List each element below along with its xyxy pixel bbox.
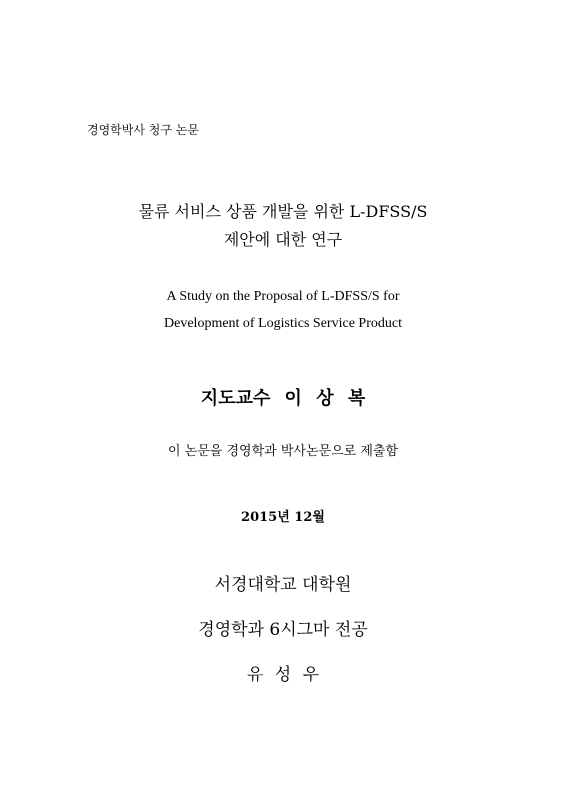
degree-label: 경영학박사 청구 논문 (87, 123, 199, 137)
author-name: 유 성 우 (246, 665, 320, 685)
english-title-line-2: Development of Logistics Service Product (164, 316, 402, 331)
department-name: 경영학과 6시그마 전공 (198, 620, 368, 640)
advisor-name: 지도교수 이 상 복 (200, 388, 366, 409)
english-title-line-1: A Study on the Proposal of L-DFSS/S for (166, 289, 400, 304)
submission-statement: 이 논문을 경영학과 박사논문으로 제출함 (167, 444, 398, 459)
korean-title-line-2: 제안에 대한 연구 (223, 230, 343, 249)
korean-title-line-1: 물류 서비스 상품 개발을 위한 L-DFSS/S (138, 202, 428, 221)
submission-date: 2015년 12월 (241, 510, 325, 525)
university-name: 서경대학교 대학원 (214, 575, 352, 595)
